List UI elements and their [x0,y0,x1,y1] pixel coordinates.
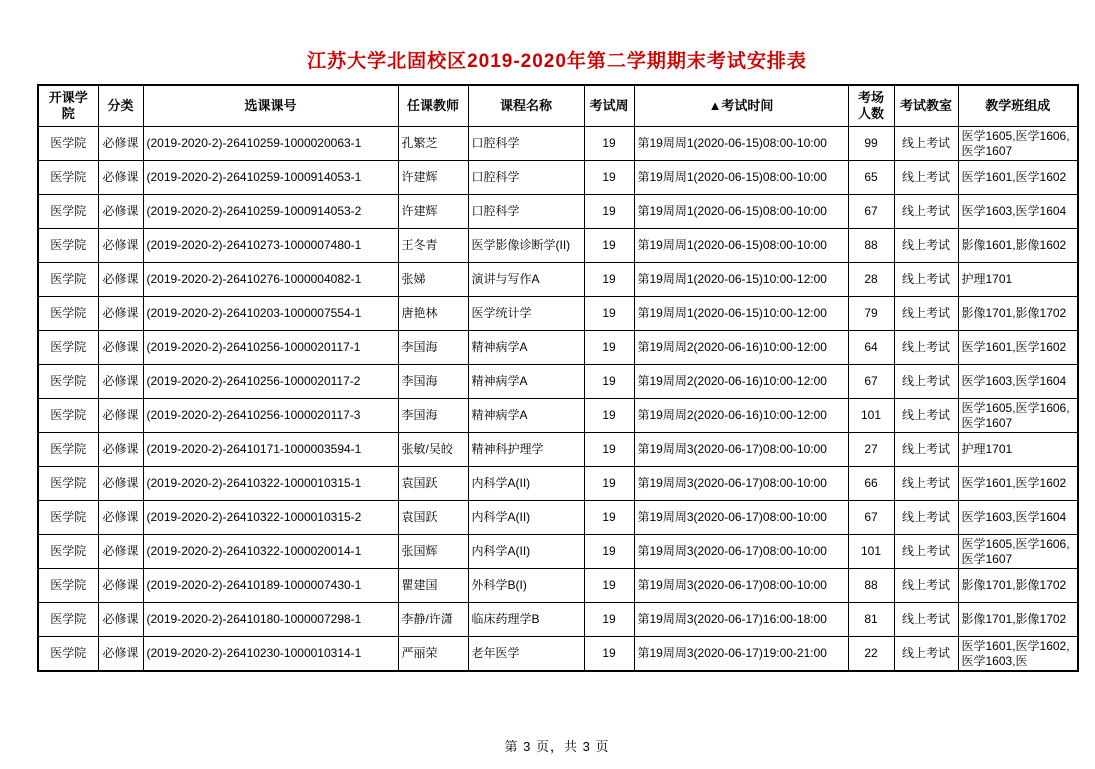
cell: 必修课 [98,433,143,467]
cell: (2019-2020-2)-26410203-1000007554-1 [143,297,398,331]
cell: (2019-2020-2)-26410273-1000007480-1 [143,229,398,263]
page-number: 第 3 页，共 3 页 [504,739,610,754]
cell: 医学院 [38,229,98,263]
cell: 线上考试 [894,433,958,467]
cell: 19 [584,637,634,672]
cell: 医学1605,医学1606,医学1607 [958,535,1078,569]
cell: 护理1701 [958,263,1078,297]
cell: 演讲与写作A [468,263,584,297]
cell: 第19周周1(2020-06-15)08:00-10:00 [634,229,848,263]
cell: 88 [848,229,894,263]
cell: 线上考试 [894,127,958,161]
cell: 必修课 [98,297,143,331]
cell: (2019-2020-2)-26410322-1000020014-1 [143,535,398,569]
cell: 64 [848,331,894,365]
cell: 精神病学A [468,399,584,433]
cell: 精神科护理学 [468,433,584,467]
cell: 影像1601,影像1602 [958,229,1078,263]
table-row [38,331,1078,365]
cell: 医学院 [38,569,98,603]
cell: 医学院 [38,467,98,501]
cell: 医学1605,医学1606,医学1607 [958,127,1078,161]
cell: 精神病学A [468,331,584,365]
cell: 19 [584,195,634,229]
cell: 医学1601,医学1602 [958,331,1078,365]
cell: 第19周周3(2020-06-17)08:00-10:00 [634,467,848,501]
cell: 22 [848,637,894,672]
cell: 81 [848,603,894,637]
cell: 线上考试 [894,297,958,331]
cell: 99 [848,127,894,161]
column-header-9: 教学班组成 [958,85,1078,127]
cell: 影像1701,影像1702 [958,603,1078,637]
cell: 必修课 [98,229,143,263]
cell: 88 [848,569,894,603]
cell: 19 [584,365,634,399]
cell: 线上考试 [894,263,958,297]
cell: 严丽荣 [398,637,468,672]
cell: 孔繁芝 [398,127,468,161]
cell: 李国海 [398,365,468,399]
cell: 王冬青 [398,229,468,263]
cell: 精神病学A [468,365,584,399]
cell: 线上考试 [894,331,958,365]
cell: 线上考试 [894,535,958,569]
cell: 医学1601,医学1602,医学1603,医 [958,637,1078,672]
cell: 口腔科学 [468,127,584,161]
cell: 必修课 [98,467,143,501]
cell: 19 [584,263,634,297]
header-row [38,85,1078,127]
table-row [38,535,1078,569]
cell: 影像1701,影像1702 [958,297,1078,331]
table-row [38,127,1078,161]
cell: (2019-2020-2)-26410171-1000003594-1 [143,433,398,467]
cell: 线上考试 [894,569,958,603]
cell: 101 [848,399,894,433]
cell: 护理1701 [958,433,1078,467]
table-row [38,229,1078,263]
cell: 线上考试 [894,501,958,535]
cell: 线上考试 [894,399,958,433]
cell: 必修课 [98,161,143,195]
cell: (2019-2020-2)-26410259-1000020063-1 [143,127,398,161]
cell: 必修课 [98,399,143,433]
cell: 李国海 [398,331,468,365]
cell: (2019-2020-2)-26410259-1000914053-2 [143,195,398,229]
cell: 口腔科学 [468,195,584,229]
cell: 医学院 [38,535,98,569]
table-row [38,467,1078,501]
cell: 医学院 [38,297,98,331]
cell: 唐艳林 [398,297,468,331]
cell: (2019-2020-2)-26410276-1000004082-1 [143,263,398,297]
exam-schedule-table [37,84,1079,672]
cell: 必修课 [98,637,143,672]
cell: 必修课 [98,603,143,637]
column-header-1: 分类 [98,85,143,127]
cell: 19 [584,399,634,433]
cell: 医学院 [38,331,98,365]
cell: 第19周周1(2020-06-15)08:00-10:00 [634,195,848,229]
cell: 必修课 [98,331,143,365]
cell: 79 [848,297,894,331]
cell: 19 [584,229,634,263]
cell: 许建辉 [398,161,468,195]
cell: 医学院 [38,433,98,467]
cell: 第19周周3(2020-06-17)08:00-10:00 [634,535,848,569]
cell: 内科学A(II) [468,467,584,501]
column-header-7: 考场人数 [848,85,894,127]
cell: 医学院 [38,127,98,161]
cell: 65 [848,161,894,195]
cell: 19 [584,501,634,535]
page-title: 江苏大学北固校区2019-2020年第二学期期末考试安排表 [307,51,807,72]
cell: (2019-2020-2)-26410322-1000010315-2 [143,501,398,535]
cell: 医学院 [38,399,98,433]
cell: 19 [584,331,634,365]
cell: 28 [848,263,894,297]
column-header-6: ▲考试时间 [634,85,848,127]
cell: 线上考试 [894,195,958,229]
cell: 第19周周3(2020-06-17)16:00-18:00 [634,603,848,637]
cell: 老年医学 [468,637,584,672]
cell: 第19周周3(2020-06-17)08:00-10:00 [634,433,848,467]
cell: 线上考试 [894,603,958,637]
cell: 医学1603,医学1604 [958,501,1078,535]
table-row [38,399,1078,433]
cell: 线上考试 [894,467,958,501]
cell: 李静/许潇 [398,603,468,637]
cell: 线上考试 [894,365,958,399]
table-row [38,161,1078,195]
column-header-3: 任课教师 [398,85,468,127]
cell: 临床药理学B [468,603,584,637]
cell: 医学1601,医学1602 [958,161,1078,195]
cell: 内科学A(II) [468,501,584,535]
cell: 袁国跃 [398,467,468,501]
cell: 医学院 [38,501,98,535]
cell: 19 [584,467,634,501]
cell: 医学1603,医学1604 [958,195,1078,229]
cell: 必修课 [98,263,143,297]
cell: 67 [848,195,894,229]
cell: 必修课 [98,535,143,569]
cell: 必修课 [98,365,143,399]
cell: (2019-2020-2)-26410180-1000007298-1 [143,603,398,637]
table-row [38,263,1078,297]
cell: 线上考试 [894,637,958,672]
cell: 第19周周1(2020-06-15)10:00-12:00 [634,263,848,297]
column-header-8: 考试教室 [894,85,958,127]
cell: 医学院 [38,365,98,399]
cell: 影像1701,影像1702 [958,569,1078,603]
cell: 67 [848,365,894,399]
cell: 101 [848,535,894,569]
cell: (2019-2020-2)-26410189-1000007430-1 [143,569,398,603]
column-header-0: 开课学院 [38,85,98,127]
cell: 必修课 [98,569,143,603]
cell: (2019-2020-2)-26410259-1000914053-1 [143,161,398,195]
table-row [38,603,1078,637]
table-row [38,195,1078,229]
cell: 19 [584,603,634,637]
cell: 张娣 [398,263,468,297]
cell: 医学院 [38,263,98,297]
table-row [38,365,1078,399]
cell: 66 [848,467,894,501]
cell: 口腔科学 [468,161,584,195]
table-row [38,501,1078,535]
cell: 医学统计学 [468,297,584,331]
table-body [38,127,1078,672]
column-header-4: 课程名称 [468,85,584,127]
cell: 张敏/吴皎 [398,433,468,467]
cell: (2019-2020-2)-26410230-1000010314-1 [143,637,398,672]
cell: 第19周周2(2020-06-16)10:00-12:00 [634,399,848,433]
cell: 医学1605,医学1606,医学1607 [958,399,1078,433]
cell: 19 [584,297,634,331]
cell: 第19周周3(2020-06-17)08:00-10:00 [634,501,848,535]
table-row [38,569,1078,603]
cell: 第19周周1(2020-06-15)10:00-12:00 [634,297,848,331]
column-header-2: 选课课号 [143,85,398,127]
cell: 医学院 [38,195,98,229]
cell: 19 [584,535,634,569]
cell: (2019-2020-2)-26410256-1000020117-1 [143,331,398,365]
table-row [38,297,1078,331]
cell: 必修课 [98,127,143,161]
cell: 19 [584,127,634,161]
cell: (2019-2020-2)-26410256-1000020117-3 [143,399,398,433]
table-row [38,637,1078,672]
table-row [38,433,1078,467]
cell: 第19周周2(2020-06-16)10:00-12:00 [634,331,848,365]
cell: 第19周周1(2020-06-15)08:00-10:00 [634,161,848,195]
cell: 第19周周2(2020-06-16)10:00-12:00 [634,365,848,399]
cell: 李国海 [398,399,468,433]
cell: 医学院 [38,637,98,672]
cell: 医学影像诊断学(II) [468,229,584,263]
cell: 线上考试 [894,161,958,195]
cell: 必修课 [98,195,143,229]
cell: 第19周周3(2020-06-17)19:00-21:00 [634,637,848,672]
cell: 袁国跃 [398,501,468,535]
cell: 线上考试 [894,229,958,263]
cell: 张国辉 [398,535,468,569]
cell: 瞿建国 [398,569,468,603]
cell: 第19周周1(2020-06-15)08:00-10:00 [634,127,848,161]
cell: 内科学A(II) [468,535,584,569]
cell: 19 [584,161,634,195]
cell: (2019-2020-2)-26410322-1000010315-1 [143,467,398,501]
cell: 27 [848,433,894,467]
cell: 19 [584,569,634,603]
cell: (2019-2020-2)-26410256-1000020117-2 [143,365,398,399]
cell: 医学院 [38,161,98,195]
cell: 外科学B(I) [468,569,584,603]
cell: 第19周周3(2020-06-17)08:00-10:00 [634,569,848,603]
cell: 医学1603,医学1604 [958,365,1078,399]
cell: 医学1601,医学1602 [958,467,1078,501]
cell: 必修课 [98,501,143,535]
cell: 医学院 [38,603,98,637]
cell: 67 [848,501,894,535]
column-header-5: 考试周 [584,85,634,127]
cell: 19 [584,433,634,467]
cell: 许建辉 [398,195,468,229]
